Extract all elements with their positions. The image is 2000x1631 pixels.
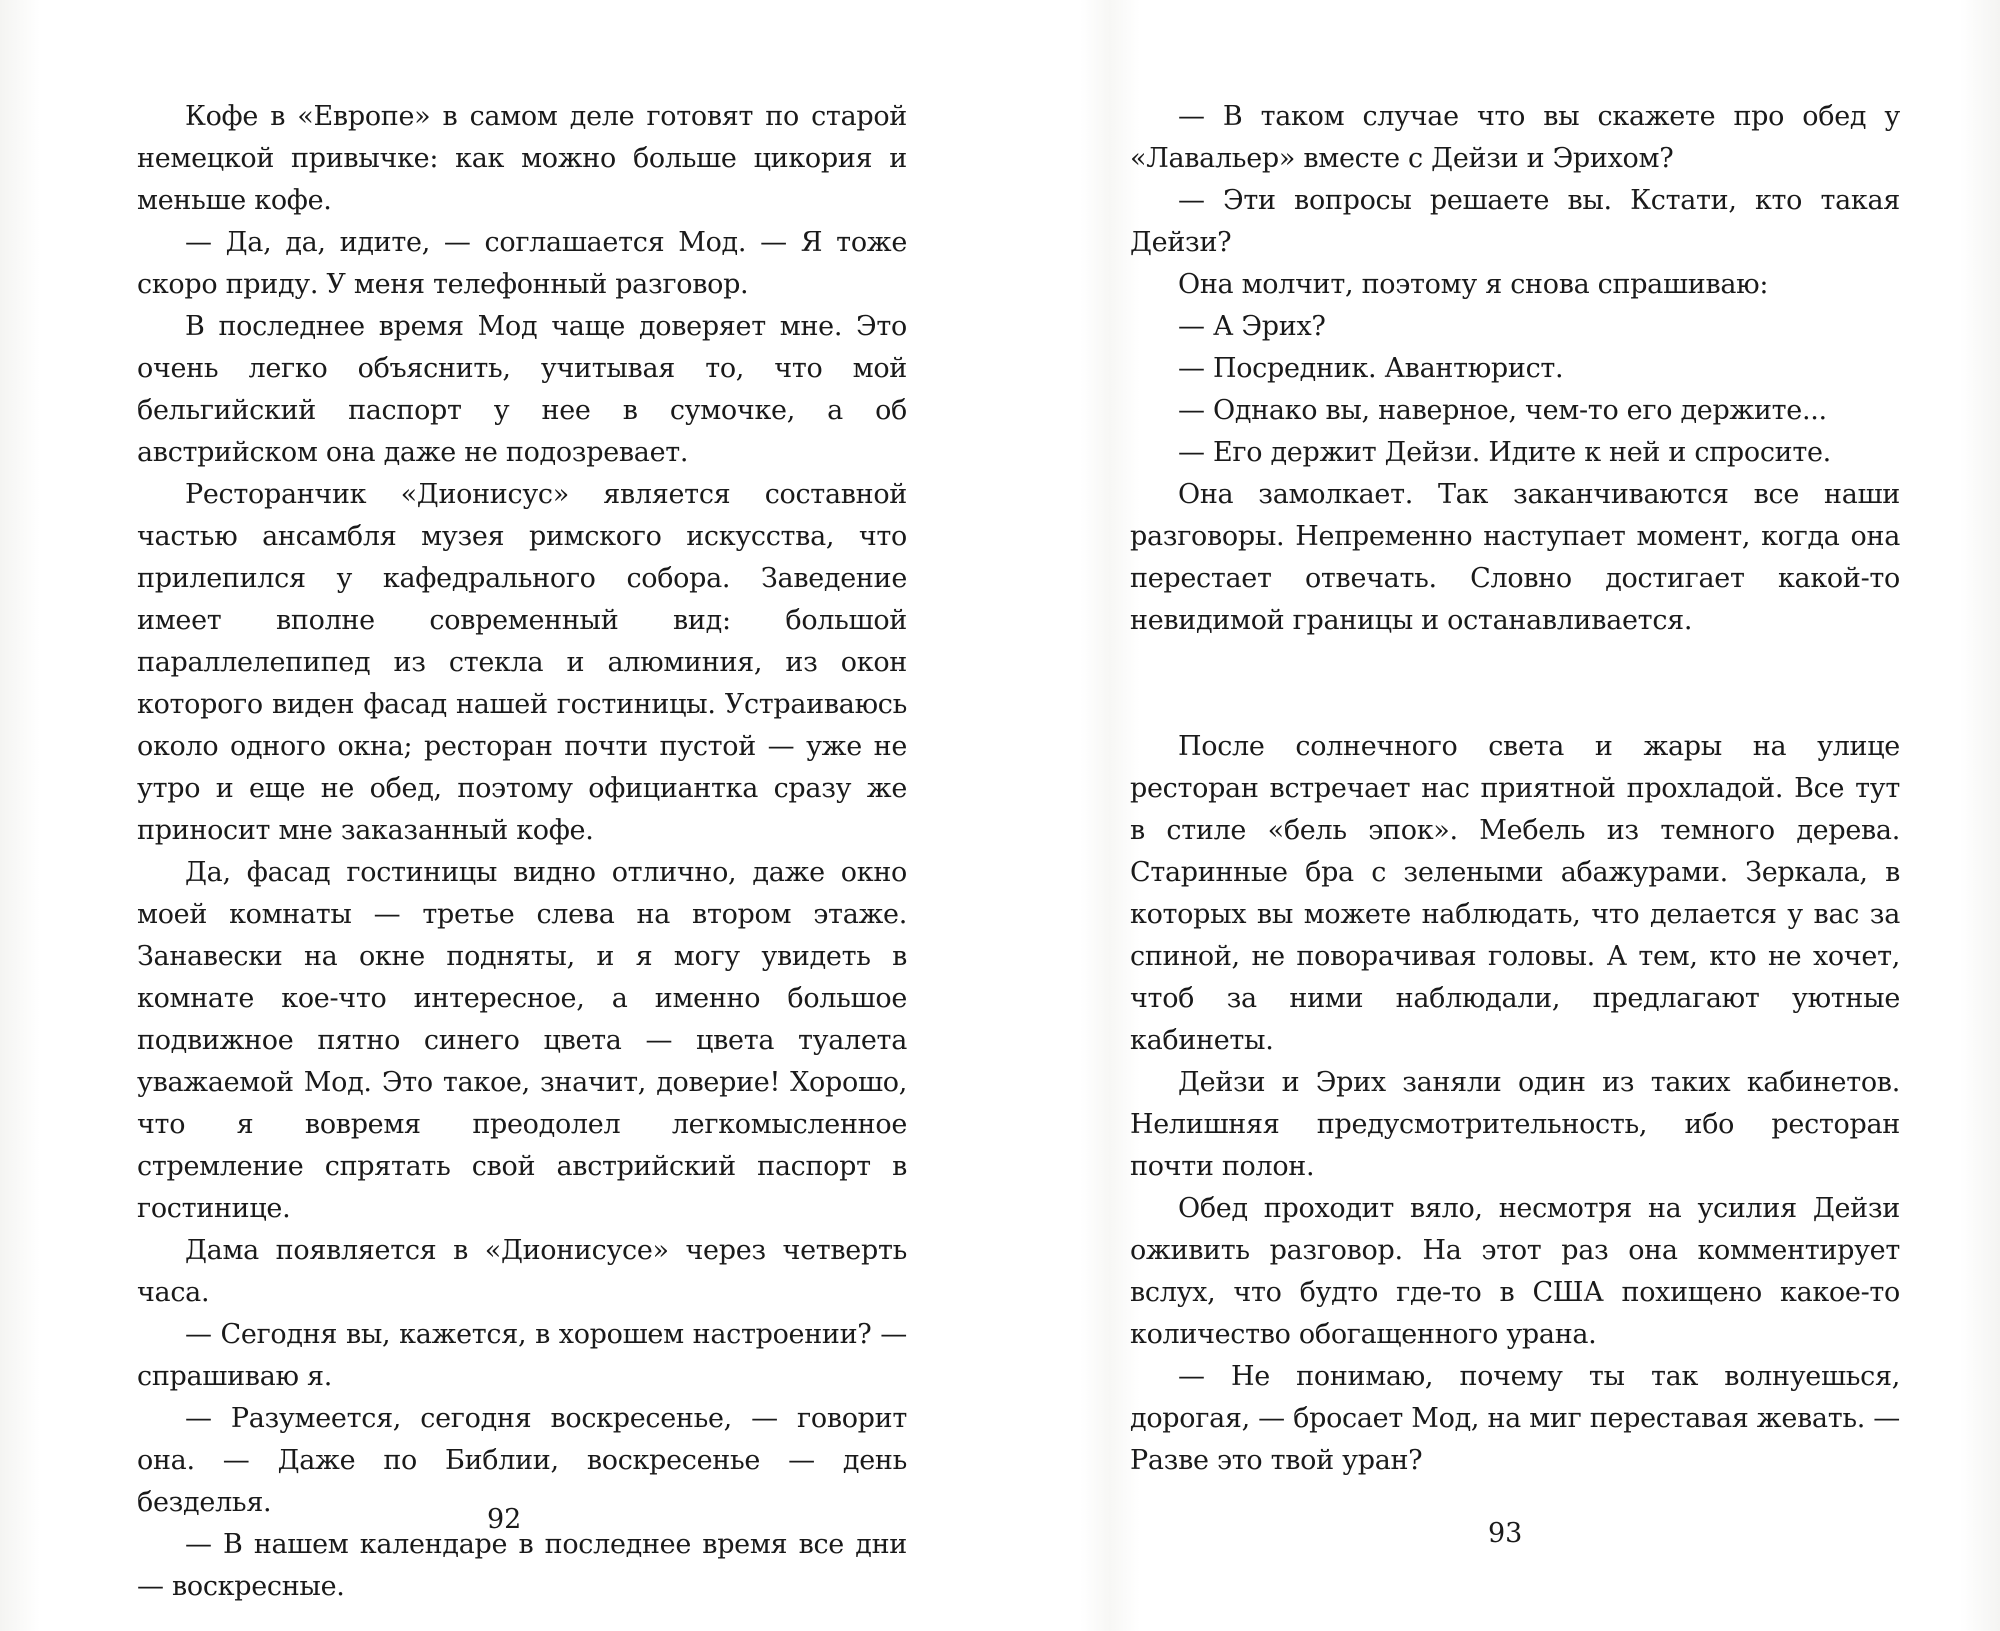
- paragraph: В последнее время Мод чаще доверяет мне. Это очень легко объяснить, учитывая то, что мой бельгийский паспорт у нее в сумочке, а об австрийском она даже не подозревает.: [137, 311, 907, 468]
- paragraph: — В нашем календаре в последнее время все дни — воскресные.: [137, 1529, 907, 1602]
- paragraph: — Его держит Дейзи. Идите к ней и спросите.: [1178, 437, 1831, 468]
- paragraph: — А Эрих?: [1178, 311, 1326, 342]
- paragraph: После солнечного света и жары на улице ресторан встречает нас приятной прохладой. Все тут в стиле «бель эпок». Мебель из темного дерева. Старинные бра с зелеными абажурами. Зеркала, в которых вы можете наблюдать, что делается у вас за спиной, не поворачивая головы. А тем, кто не хочет, чтоб за ними наблюдали, предлагают уютные кабинеты.: [1130, 731, 1900, 1056]
- paragraph: Обед проходит вяло, несмотря на усилия Дейзи оживить разговор. На этот раз она комментирует вслух, что будто где-то в США похищено какое-то количество обогащенного урана.: [1130, 1193, 1900, 1350]
- page-number-left: 92: [487, 1504, 522, 1535]
- right-page: [1130, 96, 1900, 1482]
- paragraph: Да, фасад гостиницы видно отлично, даже окно моей комнаты — третье слева на втором этаже. Занавески на окне подняты, и я могу увидеть в комнате кое-что интересное, а именно большое подвижное пятно синего цвета — цвета туалета уважаемой Мод. Это такое, значит, доверие! Хорошо, что я вовремя преодолел легкомысленное стремление спрятать свой австрийский паспорт в гостинице.: [137, 857, 907, 1224]
- left-page: [137, 96, 907, 1608]
- paragraph: Дейзи и Эрих заняли один из таких кабинетов. Нелишняя предусмотрительность, ибо ресторан почти полон.: [1130, 1067, 1900, 1182]
- paragraph: Она замолкает. Так заканчиваются все наши разговоры. Непременно наступает момент, когда она перестает отвечать. Словно достигает какой-то невидимой границы и останавливается.: [1130, 479, 1900, 636]
- paragraph: — Однако вы, наверное, чем-то его держите...: [1178, 395, 1827, 426]
- section-break: [1130, 642, 1900, 726]
- paragraph: — Разумеется, сегодня воскресенье, — говорит она. — Даже по Библии, воскресенье — день безделья.: [137, 1403, 907, 1518]
- paragraph: Ресторанчик «Дионисус» является составной частью ансамбля музея римского искусства, что прилепился у кафедрального собора. Заведение имеет вполне современный вид: большой параллелепипед из стекла и алюминия, из окон которого виден фасад нашей гостиницы. Устраиваюсь около одного окна; ресторан почти пустой — уже не утро и еще не обед, поэтому официантка сразу же приносит мне заказанный кофе.: [137, 479, 907, 846]
- paragraph: Кофе в «Европе» в самом деле готовят по старой немецкой привычке: как можно больше цикория и меньше кофе.: [137, 101, 907, 216]
- paragraph: — Сегодня вы, кажется, в хорошем настроении? — спрашиваю я.: [137, 1319, 907, 1392]
- paragraph: — В таком случае что вы скажете про обед у «Лавальер» вместе с Дейзи и Эрихом?: [1130, 101, 1900, 174]
- paragraph: — Да, да, идите, — соглашается Мод. — Я тоже скоро приду. У меня телефонный разговор.: [137, 227, 907, 300]
- page-number-right: 93: [1488, 1518, 1523, 1549]
- paragraph: — Эти вопросы решаете вы. Кстати, кто такая Дейзи?: [1130, 185, 1900, 258]
- paragraph: — Не понимаю, почему ты так волнуешься, дорогая, — бросает Мод, на миг переставая жевать. — Разве это твой уран?: [1130, 1361, 1900, 1476]
- paragraph: Она молчит, поэтому я снова спрашиваю:: [1178, 269, 1769, 300]
- paragraph: Дама появляется в «Дионисусе» через четверть часа.: [137, 1235, 907, 1308]
- paragraph: — Посредник. Авантюрист.: [1178, 353, 1564, 384]
